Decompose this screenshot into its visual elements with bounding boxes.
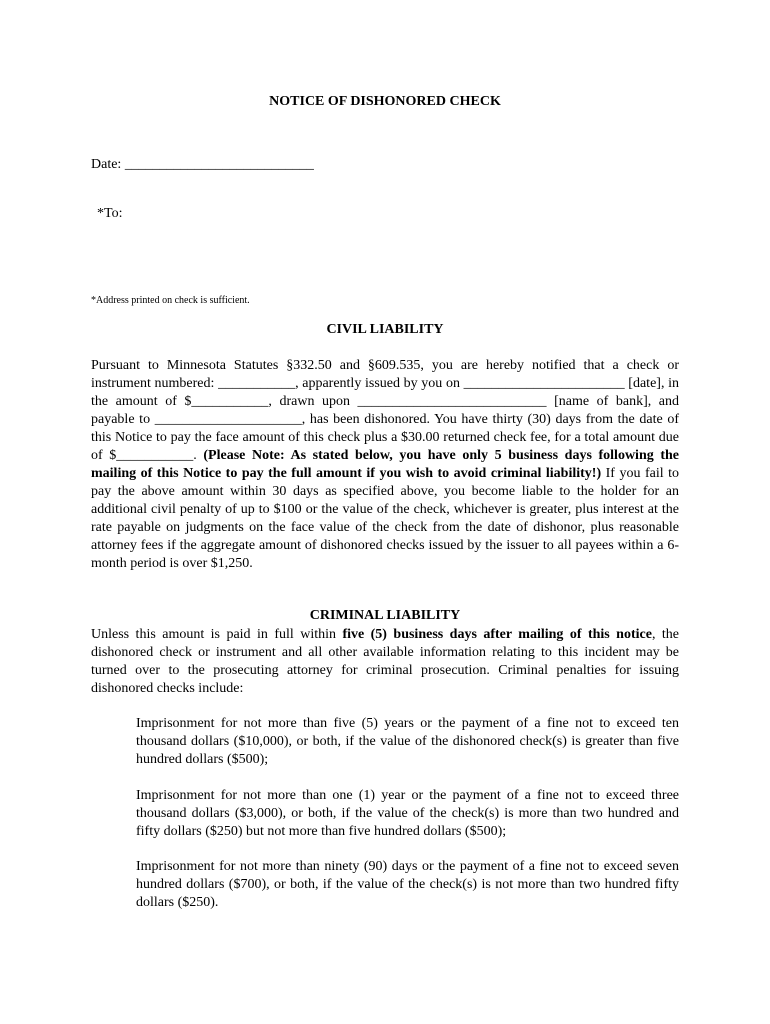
civil-liability-heading: CIVIL LIABILITY xyxy=(326,322,444,337)
penalty-item-gross-misdemeanor: Imprisonment for not more than one (1) year or the payment of a fine not to exceed three thousand dollars ($3,000), or both, if the value of the check(s) is more than two hundred and fifty dollars ($250) but not more than five hundred dollars ($500); xyxy=(136,788,679,839)
criminal-liability-paragraph xyxy=(91,626,679,698)
to-label: *To: xyxy=(97,206,123,221)
civil-text-1: Pursuant to Minnesota Statutes §332.50 and §609.535, you are hereby notified that a check or instrument numbered: ___________, apparently issued by you on _______________________ [date], in the amount of $___________, drawn upon ___________________________ [name of bank], and payable to _____________________, has been dishonored. You have thirty (30) days from the date of this Notice to pay the face amount of this check plus a $30.00 returned check fee, for a total amount due of $___________. xyxy=(91,358,679,463)
civil-bold-note: (Please Note: As stated below, you have only 5 business days following the mailing of this Notice to pay the full amount if you wish to avoid criminal liability!) xyxy=(91,448,679,481)
criminal-liability-heading: CRIMINAL LIABILITY xyxy=(309,608,461,623)
penalty-item-felony: Imprisonment for not more than five (5) years or the payment of a fine not to exceed ten thousand dollars ($10,000), or both, if the value of the dishonored check(s) is greater than five hundred dollars ($500); xyxy=(136,716,679,767)
page-title: NOTICE OF DISHONORED CHECK xyxy=(269,94,501,109)
penalty-item-misdemeanor: Imprisonment for not more than ninety (90) days or the payment of a fine not to exceed seven hundred dollars ($700), or both, if the value of the check(s) is not more than two hundred fifty dollars ($250). xyxy=(136,859,679,910)
date-field-label: Date: ___________________________ xyxy=(91,157,314,172)
criminal-bold: five (5) business days after mailing of this notice xyxy=(342,627,652,642)
civil-text-2: If you fail to pay the above amount within 30 days as specified above, you become liable to the holder for an additional civil penalty of up to $100 or the value of the check, whichever is greater, plus interest at the rate payable on judgments on the face value of the check from the date of dishonor, plus reasonable attorney fees if the aggregate amount of dishonored checks issued by the issuer to all payees within a 6-month period is over $1,250. xyxy=(91,466,679,571)
criminal-text-2: , the dishonored check or instrument and all other available information relating to this incident may be turned over to the prosecuting attorney for criminal prosecution. Criminal penalties for issuing dishonored checks include: xyxy=(91,627,679,696)
criminal-text-1: Unless this amount is paid in full within xyxy=(91,627,343,642)
civil-liability-paragraph xyxy=(91,357,679,573)
address-note: *Address printed on check is sufficient. xyxy=(91,295,250,306)
